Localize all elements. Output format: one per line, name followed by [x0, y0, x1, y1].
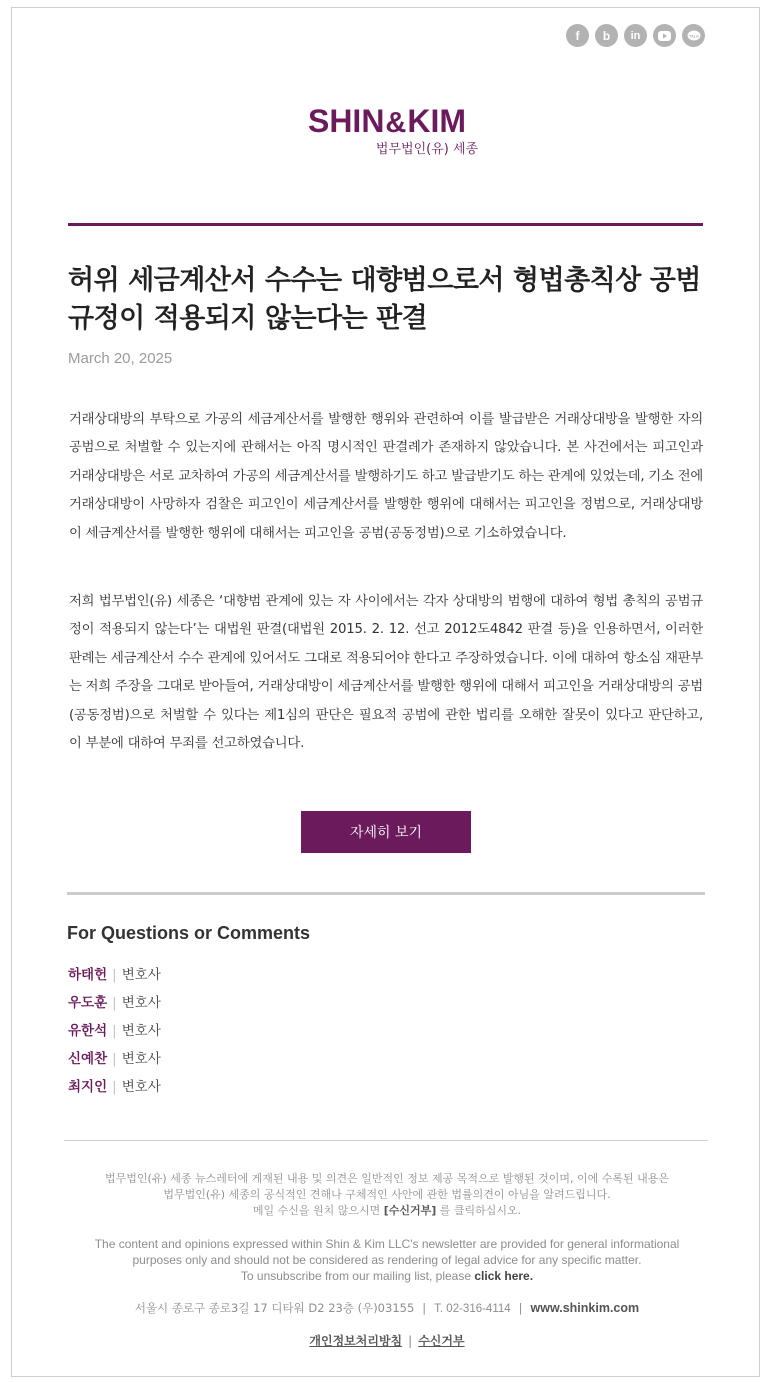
disclaimer-ko-line: 메일 수신을 원치 않으시면 [수신거부] 를 클릭하십시오.	[252, 1204, 522, 1217]
privacy-policy-link[interactable]: 개인정보처리방침	[309, 1334, 403, 1348]
header-divider	[68, 223, 703, 226]
contact-role: 변호사	[121, 1079, 161, 1095]
footer-disclaimer-en	[40, 1236, 734, 1284]
article-paragraph: 거래상대방의 부탁으로 가공의 세금계산서를 발행한 행위와 관련하여 이를 발급받은 거래상대방을 발행한 자의 공범으로 처벌할 수 있는지에 관해서는 아직 명시적인 판결례가 존재하지 않았습니다. 본 사건에서는 피고인과 거래상대방은 서로 교차하여 가공의 세금계산서를 발행하기도 하고 발급받기도 하는 관계에 있었는데, 기소 전에 거래상대방이 사망하자 검찰은 피고인이 세금계산서를 발행한 행위에 대해서는 피고인을 정범으로, 거래상대방이 세금계산서를 발행한 행위에 대해서는 피고인을 공범(공동정범)으로 기소하였습니다.	[69, 412, 704, 541]
read-more-button[interactable]: 자세히 보기	[301, 811, 471, 853]
footer-disclaimer-ko	[40, 1171, 734, 1219]
blog-icon[interactable]: b	[595, 24, 618, 47]
unsubscribe-link[interactable]: 수신거부	[418, 1334, 465, 1348]
kakaotalk-glyph: TALK	[688, 32, 699, 38]
disclaimer-ko-line: 법무법인(유) 세종 뉴스레터에 게재된 내용 및 의견은 일반적인 정보 제공 목적으로 발행된 것이며, 이에 수록된 내용은	[105, 1172, 669, 1185]
logo-subtitle: 법무법인(유) 세종	[375, 142, 479, 157]
footer-divider	[64, 1140, 708, 1141]
shin-kim-logo[interactable]	[0, 103, 774, 158]
contact-name[interactable]: 우도훈	[68, 995, 108, 1011]
contact-item	[68, 1075, 161, 1103]
contact-list	[68, 963, 161, 1103]
disclaimer-en-line: The content and opinions expressed within Shin & Kim LLC's newsletter are provided for general informational	[94, 1237, 680, 1251]
contact-role: 변호사	[121, 995, 161, 1011]
footer-links: 개인정보처리방침 | 수신거부	[309, 1334, 465, 1348]
article-paragraph: 저희 법무법인(유) 세종은 ‘대향범 관계에 있는 자 사이에서는 각자 상대방의 범행에 대하여 형법 총칙의 공범규정이 적용되지 않는다’는 대법원 판결(대법원 2015. 2. 12. 선고 2012도4842 판결 등)을 인용하면서, 이러한 판례는 세금계산서 수수 관계에 있어서도 그대로 적용되어야 한다고 주장하였습니다. 이에 대하여 항소심 재판부는 저희 주장을 그대로 받아들여, 거래상대방이 세금계산서를 발행한 행위에 대해서 피고인을 거래상대방의 공범(공동정범)으로 처벌할 수 있다는 제1심의 판단은 필요적 공범에 관한 법리를 오해한 잘못이 있다고 판단하고, 이 부분에 대하여 무죄를 선고하였습니다.	[69, 594, 704, 752]
contact-role: 변호사	[121, 967, 161, 983]
unsubscribe-link-ko[interactable]: [수신거부]	[383, 1204, 437, 1217]
separator: |	[112, 1023, 117, 1039]
contact-name[interactable]: 하태헌	[68, 967, 108, 983]
logo-wordmark: SHIN&KIM	[307, 103, 467, 139]
office-address: 서울시 종로구 종로3길 17 디타워 D2 23층 (우)03155	[134, 1301, 415, 1315]
social-links	[566, 24, 705, 47]
separator: |	[112, 995, 117, 1011]
article-title: 허위 세금계산서 수수는 대향범으로서 형법총칙상 공범규정이 적용되지 않는다는 판결	[68, 265, 701, 334]
disclaimer-en-line: To unsubscribe from our mailing list, please click here.	[240, 1269, 534, 1283]
separator: |	[112, 1051, 117, 1067]
footer-address: 서울시 종로구 종로3길 17 디타워 D2 23층 (우)03155 | T. 02-316-4114 | www.shinkim.com	[134, 1301, 640, 1315]
separator: |	[112, 1079, 117, 1095]
disclaimer-en-line: purposes only and should not be considered as rendering of legal advice for any specific matter.	[132, 1253, 642, 1267]
youtube-icon[interactable]	[653, 24, 676, 47]
unsubscribe-link-en[interactable]: click here.	[474, 1269, 534, 1283]
disclaimer-ko-line: 법무법인(유) 세종의 공식적인 견해나 구체적인 사안에 관한 법률의견이 아님을 알려드립니다.	[163, 1188, 611, 1201]
article-date: March 20, 2025	[68, 350, 173, 367]
section-divider	[67, 892, 705, 895]
contact-item	[68, 991, 161, 1019]
contact-role: 변호사	[121, 1023, 161, 1039]
contact-name[interactable]: 최지인	[68, 1079, 108, 1095]
website-link[interactable]: www.shinkim.com	[530, 1301, 640, 1315]
kakaotalk-icon[interactable]	[682, 24, 705, 47]
contact-name[interactable]: 유한석	[68, 1023, 108, 1039]
phone-number: T. 02-316-4114	[434, 1303, 511, 1315]
contact-item	[68, 963, 161, 991]
contact-item	[68, 1019, 161, 1047]
contact-role: 변호사	[121, 1051, 161, 1067]
separator: |	[112, 967, 117, 983]
contact-name[interactable]: 신예찬	[68, 1051, 108, 1067]
facebook-icon[interactable]: f	[566, 24, 589, 47]
contacts-heading: For Questions or Comments	[67, 923, 311, 943]
contact-item	[68, 1047, 161, 1075]
linkedin-icon[interactable]: in	[624, 24, 647, 47]
